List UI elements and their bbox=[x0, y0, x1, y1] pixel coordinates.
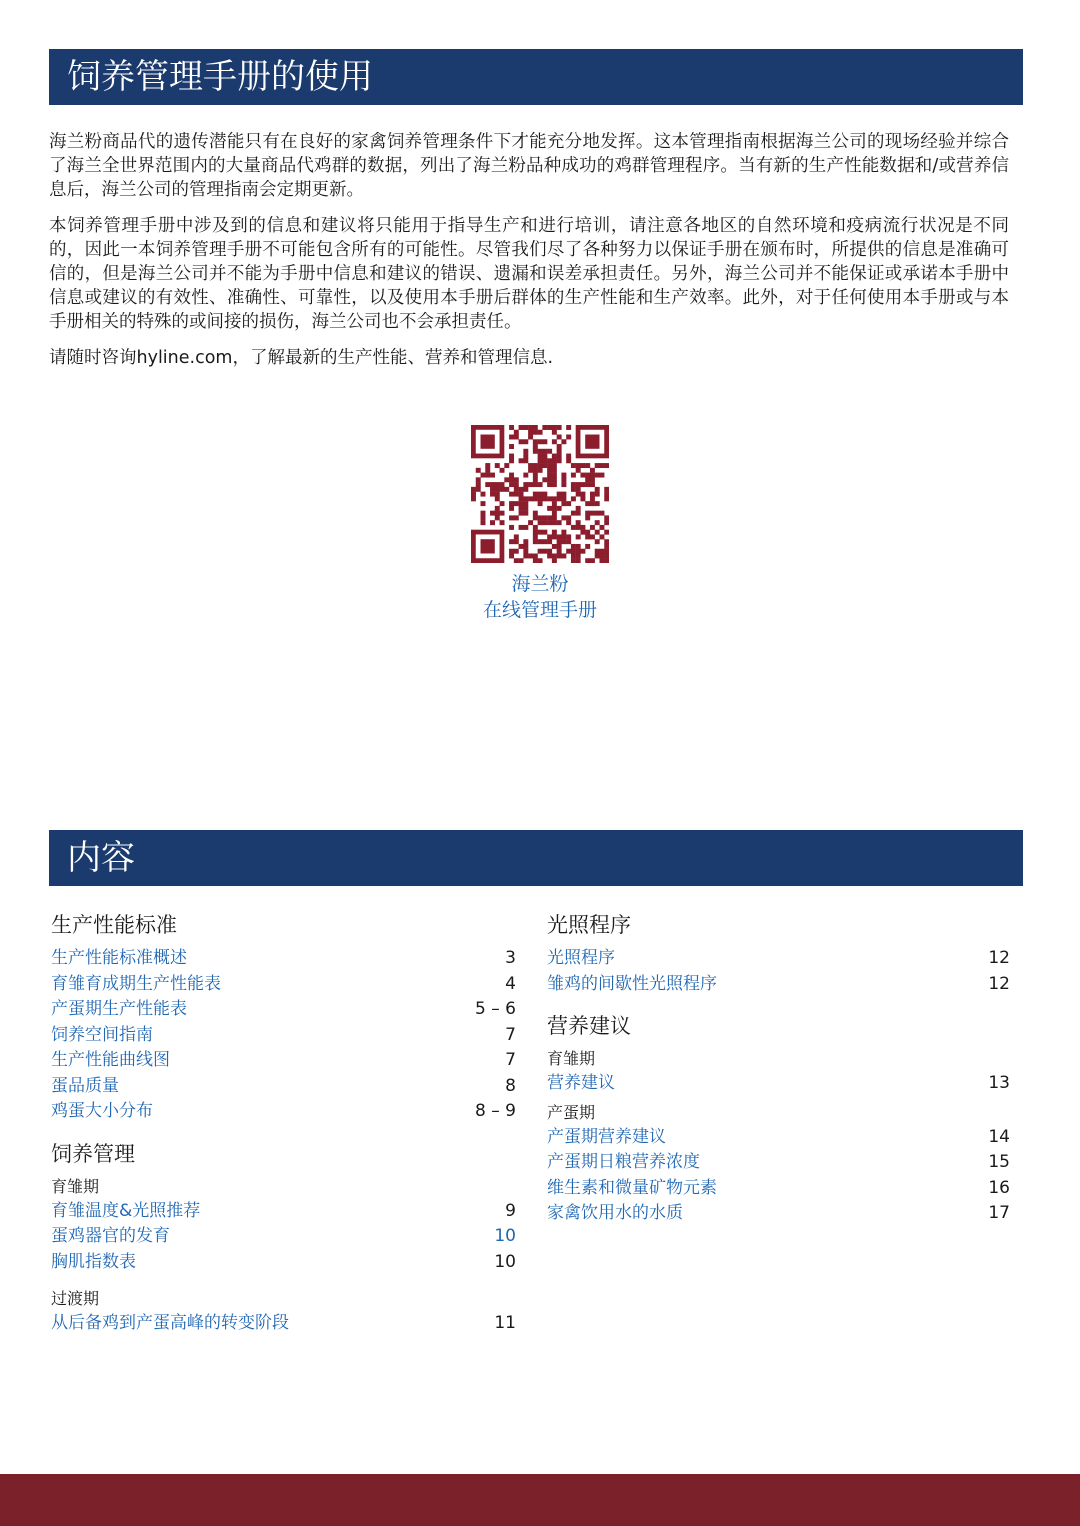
intro-paragraph-3: 请随时咨询hyline.com，了解最新的生产性能、营养和管理信息. bbox=[49, 348, 554, 368]
toc-entry[interactable] bbox=[547, 1150, 1010, 1176]
toc-entry[interactable] bbox=[51, 1224, 516, 1250]
toc-entry-label[interactable]: 胸肌指数表 bbox=[51, 1251, 136, 1272]
toc-entry[interactable] bbox=[547, 1071, 1010, 1097]
toc-entry-label[interactable]: 育雏温度&光照推荐 bbox=[51, 1200, 201, 1221]
toc-entry-label[interactable]: 维生素和微量矿物元素 bbox=[547, 1177, 717, 1198]
qr-code-icon[interactable] bbox=[471, 425, 609, 563]
intro-text bbox=[49, 130, 1009, 382]
toc-entry-page: 14 bbox=[988, 1126, 1010, 1147]
toc-entry-label[interactable]: 鸡蛋大小分布 bbox=[51, 1101, 153, 1121]
footer-bar bbox=[0, 1474, 1080, 1526]
toc-entry-label[interactable]: 蛋鸡器官的发育 bbox=[51, 1226, 170, 1246]
toc-entry-page: 15 bbox=[988, 1152, 1010, 1172]
toc-entry[interactable] bbox=[51, 946, 516, 972]
toc-entry-page: 9 bbox=[505, 1200, 516, 1221]
toc-subheading-brooding: 育雏期 bbox=[51, 1176, 100, 1196]
toc-subheading-nutrition-brooding: 育雏期 bbox=[547, 1049, 596, 1068]
section-title-contents: 内容 bbox=[49, 830, 1023, 886]
toc-entry-label[interactable]: 光照程序 bbox=[547, 948, 615, 968]
toc-entry-page: 7 bbox=[505, 1024, 516, 1045]
toc-entry-label[interactable]: 育雏育成期生产性能表 bbox=[51, 973, 221, 994]
qr-code-block[interactable] bbox=[440, 425, 640, 623]
toc-entry[interactable] bbox=[51, 1199, 516, 1225]
toc-entry-page: 8 bbox=[505, 1075, 516, 1096]
toc-entry[interactable] bbox=[51, 1074, 516, 1100]
toc-list-nutrition-brooding bbox=[547, 1071, 1010, 1097]
toc-entry[interactable] bbox=[547, 1201, 1010, 1227]
toc-entry-label[interactable]: 雏鸡的间歇性光照程序 bbox=[547, 973, 717, 994]
toc-entry-page: 10 bbox=[494, 1251, 516, 1272]
toc-list-transition bbox=[51, 1311, 516, 1337]
toc-entry-label[interactable]: 从后备鸡到产蛋高峰的转变阶段 bbox=[51, 1313, 289, 1333]
toc-entry-label[interactable]: 饲养空间指南 bbox=[51, 1024, 153, 1045]
toc-entry-label[interactable]: 营养建议 bbox=[547, 1073, 615, 1093]
toc-entry-page: 3 bbox=[505, 948, 516, 968]
toc-entry-page: 4 bbox=[505, 973, 516, 994]
toc-entry-page: 13 bbox=[988, 1073, 1010, 1093]
toc-entry[interactable] bbox=[547, 1125, 1010, 1151]
section-title-usage: 饲养管理手册的使用 bbox=[49, 49, 1023, 105]
intro-paragraph-2: 本饲养管理手册中涉及到的信息和建议将只能用于指导生产和进行培训，请注意各地区的自然环境和疫病流行状况是不同的，因此一本饲养管理手册不可能包含所有的可能性。尽管我们尽了各种努力以保证手册在颁布时，所提供的信息是准确可信的，但是海兰公司并不能为手册中信息和建议的错误、遗漏和误差承担责任。另外，海兰公司并不能保证或承诺本手册中信息或建议的有效性、准确性、可靠性，以及使用本手册后群体的生产性能和生产效率。此外，对于任何使用本手册或与本手册相关的特殊的或间接的损伤，海兰公司也不会承担责任。 bbox=[49, 216, 1009, 332]
toc-entry[interactable] bbox=[51, 1311, 516, 1337]
toc-entry-label[interactable]: 生产性能标准概述 bbox=[51, 948, 187, 968]
toc-heading-management: 饲养管理 bbox=[51, 1141, 135, 1166]
toc-entry-page: 11 bbox=[494, 1313, 516, 1333]
intro-paragraph-1: 海兰粉商品代的遗传潜能只有在良好的家禽饲养管理条件下才能充分地发挥。这本管理指南根据海兰公司的现场经验并综合了海兰全世界范围内的大量商品代鸡群的数据，列出了海兰粉品种成功的鸡群管理程序。当有新的生产性能数据和/或营养信息后，海兰公司的管理指南会定期更新。 bbox=[49, 132, 1009, 200]
toc-list-performance bbox=[51, 946, 516, 1125]
toc-entry[interactable] bbox=[51, 972, 516, 998]
qr-caption-line2: 在线管理手册 bbox=[482, 599, 597, 621]
toc-subheading-laying: 产蛋期 bbox=[547, 1102, 596, 1122]
toc-entry-page: 8 – 9 bbox=[475, 1101, 516, 1121]
toc-heading-performance: 生产性能标准 bbox=[51, 913, 177, 937]
toc-entry-label[interactable]: 产蛋期日粮营养浓度 bbox=[547, 1152, 700, 1172]
toc-list-brooding bbox=[51, 1199, 516, 1276]
toc-entry-page: 7 bbox=[505, 1050, 516, 1070]
toc-left-column bbox=[51, 910, 516, 1337]
toc-subheading-transition: 过渡期 bbox=[51, 1289, 100, 1308]
toc-entry-label[interactable]: 产蛋期营养建议 bbox=[547, 1126, 666, 1147]
toc-entry[interactable] bbox=[51, 1048, 516, 1074]
toc-entry-page: 12 bbox=[988, 973, 1010, 994]
toc-entry-page: 16 bbox=[988, 1177, 1010, 1198]
toc-entry[interactable] bbox=[547, 1176, 1010, 1202]
toc-right-column bbox=[547, 910, 1010, 1227]
toc-entry-label[interactable]: 家禽饮用水的水质 bbox=[547, 1203, 683, 1223]
toc-heading-nutrition: 营养建议 bbox=[547, 1014, 631, 1038]
qr-caption-line1: 海兰粉 bbox=[511, 573, 569, 595]
toc-entry[interactable] bbox=[547, 972, 1010, 998]
toc-entry-page: 5 – 6 bbox=[475, 999, 516, 1019]
toc-entry[interactable] bbox=[51, 1023, 516, 1049]
toc-entry[interactable] bbox=[51, 1250, 516, 1276]
toc-entry[interactable] bbox=[51, 997, 516, 1023]
toc-list-lighting bbox=[547, 946, 1010, 997]
toc-entry-page: 17 bbox=[988, 1203, 1010, 1223]
toc-entry-label[interactable]: 产蛋期生产性能表 bbox=[51, 999, 187, 1019]
toc-entry[interactable] bbox=[51, 1099, 516, 1125]
toc-heading-lighting: 光照程序 bbox=[547, 913, 631, 937]
toc-list-laying bbox=[547, 1125, 1010, 1227]
toc-entry-page: 12 bbox=[988, 948, 1010, 968]
toc-entry[interactable] bbox=[547, 946, 1010, 972]
toc-entry-label[interactable]: 生产性能曲线图 bbox=[51, 1050, 170, 1070]
toc-entry-label[interactable]: 蛋品质量 bbox=[51, 1075, 119, 1096]
toc-entry-page: 10 bbox=[494, 1226, 516, 1246]
